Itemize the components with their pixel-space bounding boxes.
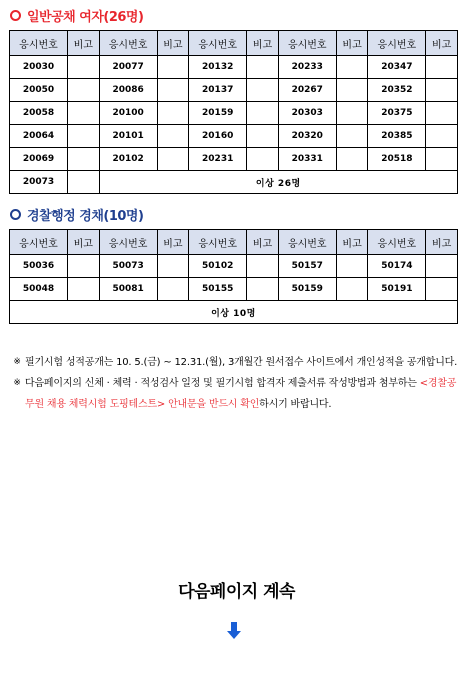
table-cell bbox=[157, 255, 189, 278]
table-cell bbox=[68, 125, 100, 148]
table-cell bbox=[157, 125, 189, 148]
arrow-down-icon bbox=[227, 622, 241, 639]
table-cell: 20064 bbox=[10, 125, 68, 148]
table-row bbox=[10, 148, 458, 171]
table-cell bbox=[426, 79, 458, 102]
reference-mark: ※ bbox=[13, 357, 21, 367]
table-cell bbox=[247, 56, 279, 79]
table-cell: 50073 bbox=[99, 255, 157, 278]
continue-label: 다음페이지 계속 bbox=[178, 582, 295, 602]
table-cell bbox=[68, 278, 100, 301]
header-cell: 응시번호 bbox=[99, 230, 157, 255]
table-cell bbox=[157, 148, 189, 171]
table-cell bbox=[336, 79, 368, 102]
section1-title-text: 일반공채 여자(26명) bbox=[27, 10, 144, 25]
table-cell: 50157 bbox=[278, 255, 336, 278]
note-text-highlight: <경찰공무원 채용 체력시험 도핑테스트> 안내문을 반드시 확인 bbox=[25, 378, 457, 410]
table-cell: 20069 bbox=[10, 148, 68, 171]
table-cell: 50081 bbox=[99, 278, 157, 301]
note-item bbox=[9, 373, 461, 415]
table-cell: 50048 bbox=[10, 278, 68, 301]
table-cell: 50191 bbox=[368, 278, 426, 301]
table-cell: 20385 bbox=[368, 125, 426, 148]
table-row bbox=[10, 301, 458, 324]
table-cell bbox=[247, 148, 279, 171]
header-cell: 비고 bbox=[426, 31, 458, 56]
table-cell bbox=[247, 278, 279, 301]
table-cell: 20073 bbox=[10, 171, 68, 194]
table-cell: 20132 bbox=[189, 56, 247, 79]
header-cell: 비고 bbox=[247, 31, 279, 56]
table-cell: 20518 bbox=[368, 148, 426, 171]
table-row bbox=[10, 278, 458, 301]
table-cell: 20086 bbox=[99, 79, 157, 102]
table-cell bbox=[426, 125, 458, 148]
table-cell: 20233 bbox=[278, 56, 336, 79]
note-item bbox=[9, 352, 461, 373]
table-cell bbox=[426, 102, 458, 125]
table-cell bbox=[336, 255, 368, 278]
table-cell: 20231 bbox=[189, 148, 247, 171]
table-cell: 50174 bbox=[368, 255, 426, 278]
section2-table bbox=[9, 229, 458, 324]
circle-bullet-icon bbox=[10, 209, 21, 220]
table-cell: 50036 bbox=[10, 255, 68, 278]
table-cell bbox=[336, 56, 368, 79]
table-cell bbox=[157, 79, 189, 102]
table-cell: 20159 bbox=[189, 102, 247, 125]
header-cell: 응시번호 bbox=[368, 31, 426, 56]
header-cell: 비고 bbox=[247, 230, 279, 255]
summary-cell: 이상 10명 bbox=[10, 301, 458, 324]
table-cell bbox=[426, 148, 458, 171]
header-cell: 비고 bbox=[68, 230, 100, 255]
table-cell: 20347 bbox=[368, 56, 426, 79]
header-cell: 응시번호 bbox=[368, 230, 426, 255]
note-text: 필기시험 성적공개는 10. 5.(금) ~ 12.31.(월), 3개월간 원서접수 사이트에서 개인성적을 공개합니다. bbox=[25, 357, 458, 368]
table-cell: 20058 bbox=[10, 102, 68, 125]
header-cell: 응시번호 bbox=[10, 230, 68, 255]
table-cell: 50159 bbox=[278, 278, 336, 301]
note-text bbox=[25, 373, 461, 415]
table-cell bbox=[336, 148, 368, 171]
table-cell: 20320 bbox=[278, 125, 336, 148]
header-cell: 응시번호 bbox=[278, 31, 336, 56]
table-cell bbox=[336, 125, 368, 148]
reference-mark: ※ bbox=[13, 378, 21, 388]
header-cell: 응시번호 bbox=[10, 31, 68, 56]
header-cell: 비고 bbox=[157, 230, 189, 255]
table-cell bbox=[336, 278, 368, 301]
header-cell: 비고 bbox=[336, 230, 368, 255]
table-cell bbox=[336, 102, 368, 125]
section1-table bbox=[9, 30, 458, 194]
table-cell: 20375 bbox=[368, 102, 426, 125]
table-cell bbox=[157, 102, 189, 125]
table-cell bbox=[426, 255, 458, 278]
table-cell bbox=[426, 278, 458, 301]
table-row bbox=[10, 102, 458, 125]
table-cell bbox=[247, 102, 279, 125]
table-row bbox=[10, 79, 458, 102]
table-cell: 20303 bbox=[278, 102, 336, 125]
table-cell: 20077 bbox=[99, 56, 157, 79]
table-cell: 20050 bbox=[10, 79, 68, 102]
notes bbox=[9, 352, 461, 415]
note-text-prefix: 다음페이지의 신체 · 체력 · 적성검사 일정 및 필기시험 합격자 제출서류 작성방법과 첨부하는 bbox=[25, 378, 420, 389]
table-cell: 20137 bbox=[189, 79, 247, 102]
table-cell: 20352 bbox=[368, 79, 426, 102]
table-cell bbox=[157, 278, 189, 301]
section1-title bbox=[10, 6, 143, 25]
table-cell: 20331 bbox=[278, 148, 336, 171]
table-row bbox=[10, 255, 458, 278]
header-cell: 비고 bbox=[68, 31, 100, 56]
table-header-row bbox=[10, 31, 458, 56]
table-cell bbox=[68, 102, 100, 125]
header-cell: 응시번호 bbox=[189, 230, 247, 255]
table-row bbox=[10, 56, 458, 79]
table-cell bbox=[157, 56, 189, 79]
note-text-suffix: 하시기 바랍니다. bbox=[259, 399, 332, 410]
header-cell: 비고 bbox=[157, 31, 189, 56]
table-cell bbox=[68, 148, 100, 171]
header-cell: 응시번호 bbox=[99, 31, 157, 56]
table-cell bbox=[68, 56, 100, 79]
table-cell bbox=[247, 79, 279, 102]
table-cell bbox=[68, 171, 100, 194]
table-cell: 20030 bbox=[10, 56, 68, 79]
table-header-row bbox=[10, 230, 458, 255]
header-cell: 비고 bbox=[336, 31, 368, 56]
table-cell: 50102 bbox=[189, 255, 247, 278]
table-cell bbox=[426, 56, 458, 79]
header-cell: 응시번호 bbox=[189, 31, 247, 56]
section2-title-text: 경찰행정 경채(10명) bbox=[27, 209, 144, 224]
table-cell bbox=[247, 125, 279, 148]
circle-bullet-icon bbox=[10, 10, 21, 21]
table-cell: 20100 bbox=[99, 102, 157, 125]
table-cell bbox=[247, 255, 279, 278]
table-cell: 20160 bbox=[189, 125, 247, 148]
table-row bbox=[10, 171, 458, 194]
table-cell bbox=[68, 79, 100, 102]
table-cell: 20101 bbox=[99, 125, 157, 148]
table-cell: 20102 bbox=[99, 148, 157, 171]
table-cell: 50155 bbox=[189, 278, 247, 301]
table-row bbox=[10, 125, 458, 148]
header-cell: 응시번호 bbox=[278, 230, 336, 255]
table-cell: 20267 bbox=[278, 79, 336, 102]
header-cell: 비고 bbox=[426, 230, 458, 255]
section2-title bbox=[10, 205, 143, 224]
summary-cell: 이상 26명 bbox=[99, 171, 457, 194]
table-cell bbox=[68, 255, 100, 278]
